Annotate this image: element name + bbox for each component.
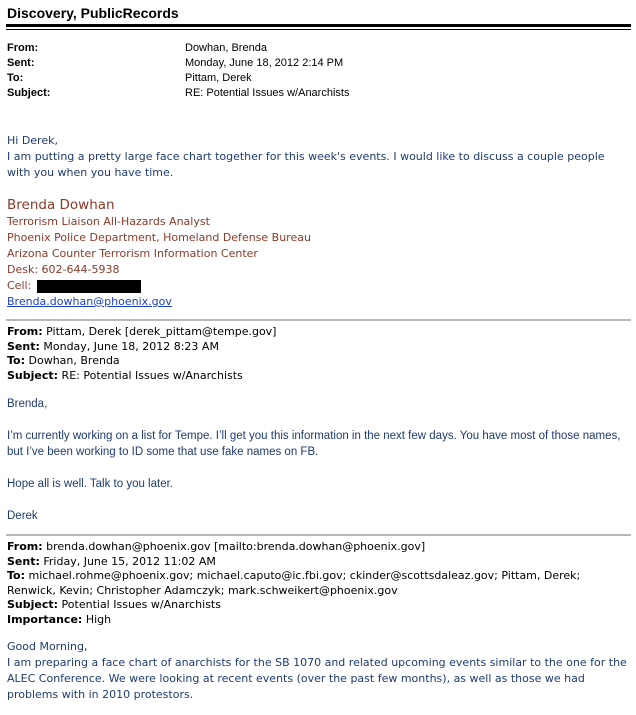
message2-from-row bbox=[7, 325, 276, 340]
message2-closing: Hope all is well. Talk to you later. bbox=[7, 478, 173, 490]
header-rule-thin bbox=[6, 29, 631, 30]
from-value: Pittam, Derek [derek_pittam@tempe.gov] bbox=[46, 325, 277, 338]
message3-sent-row bbox=[7, 555, 629, 570]
message2-greeting: Brenda, bbox=[7, 398, 48, 410]
redaction-bar bbox=[37, 280, 141, 293]
sent-label: Sent: bbox=[7, 339, 40, 353]
header-rule-thick bbox=[6, 24, 631, 27]
message1-body bbox=[7, 133, 629, 181]
from-value: brenda.dowhan@phoenix.gov [mailto:brenda.dowhan@phoenix.gov] bbox=[46, 540, 426, 553]
signature-block bbox=[7, 196, 311, 310]
signature-department: Phoenix Police Department, Homeland Defense Bureau bbox=[7, 231, 311, 244]
message3-greeting: Good Morning, bbox=[7, 640, 88, 653]
message-separator bbox=[6, 319, 631, 321]
message2-text: I’m currently working on a list for Tempe. I’ll get you this information in the next few days. You have most of those names, but I’ve been working to ID some that use fake names on FB. bbox=[7, 430, 621, 458]
message1-from-row bbox=[7, 41, 607, 56]
subject-value: RE: Potential Issues w/Anarchists bbox=[185, 87, 350, 99]
message2-sent-row bbox=[7, 340, 276, 355]
from-value: Dowhan, Brenda bbox=[185, 42, 267, 54]
message3-to-row bbox=[7, 569, 629, 598]
to-value: Pittam, Derek bbox=[185, 72, 252, 84]
signature-desk-phone: Desk: 602-644-5938 bbox=[7, 263, 120, 276]
message1-text: I am putting a pretty large face chart together for this week's events. I would like to discuss a couple people with you when you have time. bbox=[7, 150, 605, 179]
sent-label: Sent: bbox=[7, 57, 35, 69]
message2-to-row bbox=[7, 354, 276, 369]
message1-to-row bbox=[7, 71, 607, 86]
to-value: Dowhan, Brenda bbox=[28, 354, 120, 367]
subject-value: RE: Potential Issues w/Anarchists bbox=[61, 368, 243, 382]
to-label: To: bbox=[7, 72, 24, 84]
subject-label: Subject: bbox=[7, 368, 59, 382]
message3-from-row bbox=[7, 540, 629, 555]
message1-sent-row bbox=[7, 56, 607, 71]
sent-label: Sent: bbox=[7, 554, 40, 568]
message3-body bbox=[7, 639, 629, 703]
from-label: From: bbox=[7, 540, 43, 553]
message3-text: I am preparing a face chart of anarchists for the SB 1070 and related upcoming events similar to the one for the ALEC Conference. We were looking at recent events (over the past few months), as well as those we had problems with in 2010 protestors. bbox=[7, 656, 627, 701]
message-separator bbox=[6, 534, 631, 536]
signature-cell-row bbox=[7, 278, 311, 294]
message2-subject-row bbox=[7, 369, 276, 384]
document-title: Discovery, PublicRecords bbox=[7, 5, 179, 21]
subject-label: Subject: bbox=[7, 598, 59, 611]
message1-greeting: Hi Derek, bbox=[7, 134, 58, 147]
signature-email-link[interactable]: Brenda.dowhan@phoenix.gov bbox=[7, 295, 172, 308]
subject-value: Potential Issues w/Anarchists bbox=[61, 598, 221, 611]
message2-header bbox=[7, 325, 276, 383]
message2-signoff: Derek bbox=[7, 510, 38, 522]
to-label: To: bbox=[7, 354, 25, 367]
to-value: michael.rohme@phoenix.gov; michael.caputo@ic.fbi.gov; ckinder@scottsdaleaz.gov; Pittam, Derek; Renwick, Kevin; Christopher Adamczyk; mark.schweikert@phoenix.gov bbox=[7, 569, 581, 597]
subject-label: Subject: bbox=[7, 87, 51, 99]
from-label: From: bbox=[7, 42, 39, 54]
signature-cell-label: Cell: bbox=[7, 279, 32, 292]
message1-header bbox=[7, 41, 607, 101]
signature-title: Terrorism Liaison All-Hazards Analyst bbox=[7, 215, 210, 228]
message1-subject-row bbox=[7, 86, 607, 101]
message2-body bbox=[7, 396, 629, 524]
sent-value: Monday, June 18, 2012 8:23 AM bbox=[43, 339, 219, 353]
to-label: To: bbox=[7, 569, 25, 582]
from-label: From: bbox=[7, 325, 43, 338]
signature-center: Arizona Counter Terrorism Information Center bbox=[7, 247, 258, 260]
message3-subject-row bbox=[7, 598, 629, 613]
signature-name: Brenda Dowhan bbox=[7, 197, 115, 213]
message3-header bbox=[7, 540, 629, 627]
importance-value: High bbox=[85, 612, 112, 626]
message3-importance-row bbox=[7, 613, 629, 628]
sent-value: Friday, June 15, 2012 11:02 AM bbox=[43, 554, 216, 568]
sent-value: Monday, June 18, 2012 2:14 PM bbox=[185, 57, 344, 69]
importance-label: Importance: bbox=[7, 612, 83, 626]
